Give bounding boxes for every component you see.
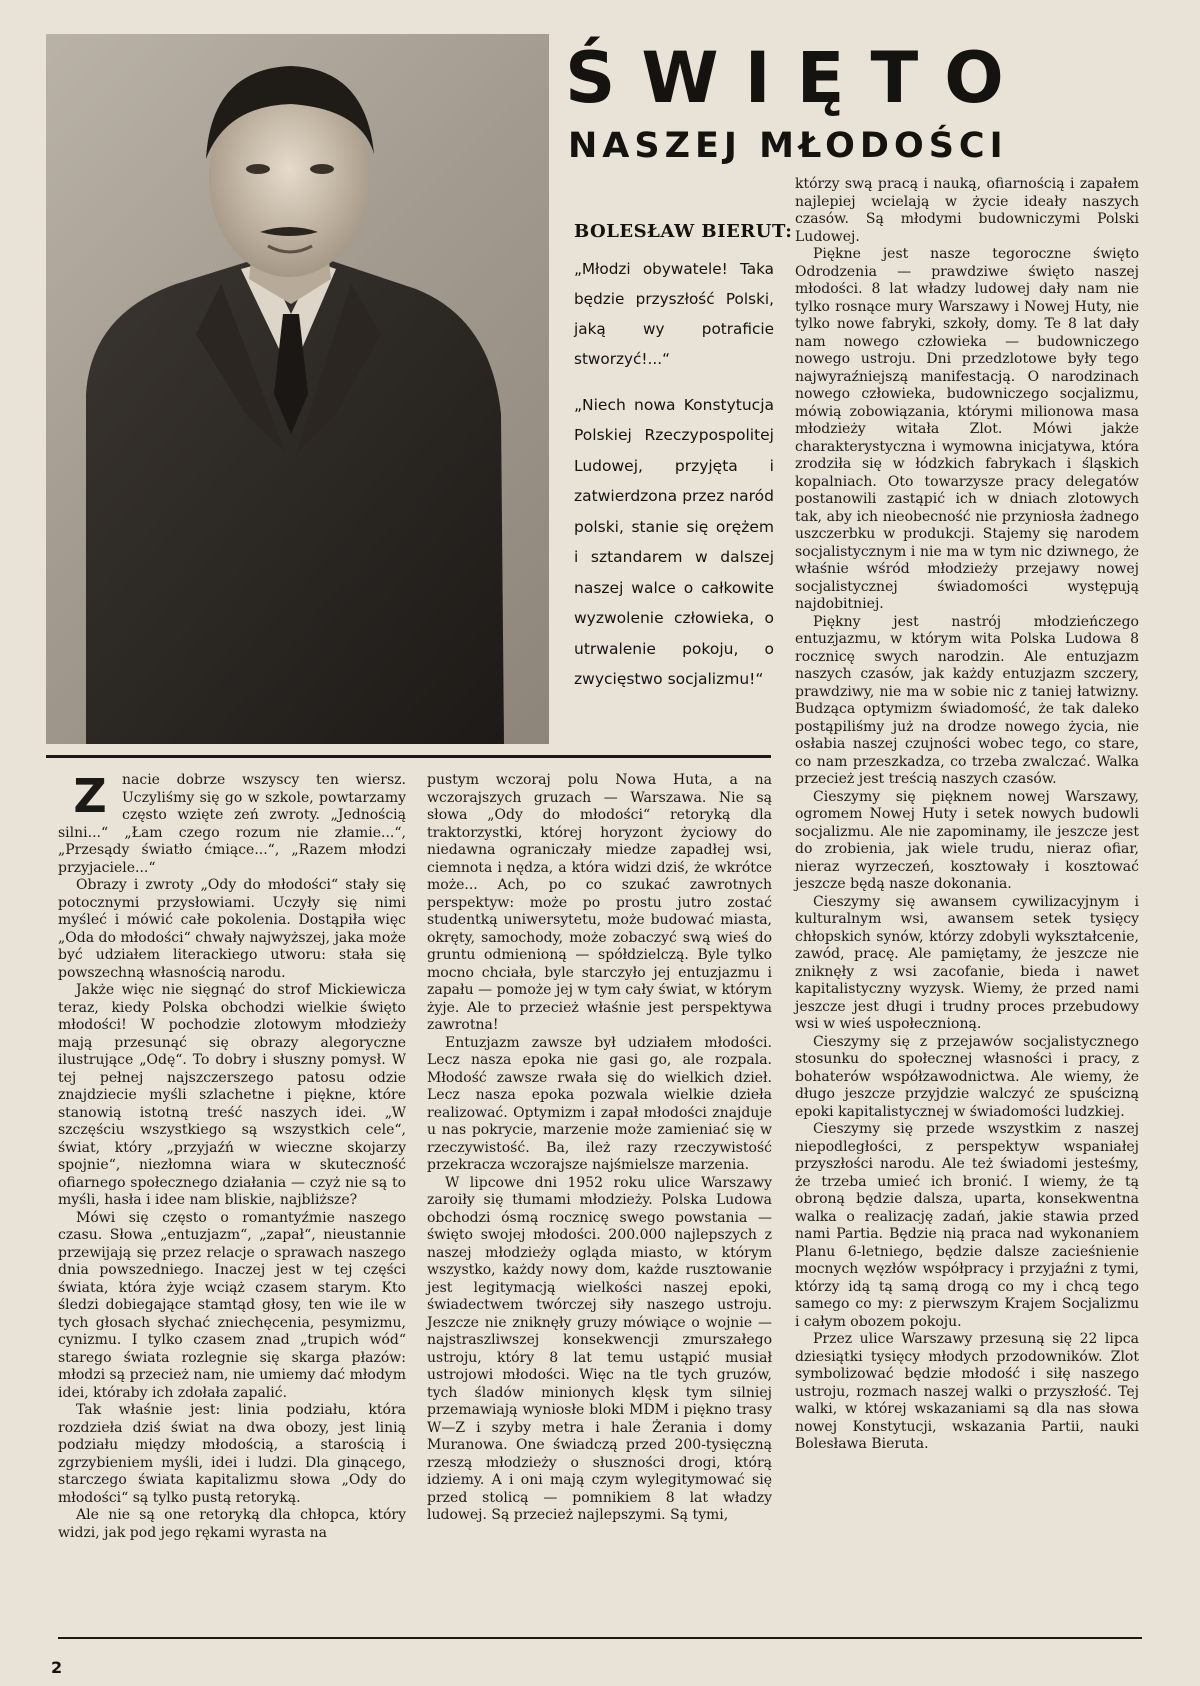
page-number: 2 [51,1658,63,1677]
quote-author: BOLESŁAW BIERUT: [574,221,793,242]
paragraph: Jakże więc nie sięgnąć do strof Mickiewicza teraz, kiedy Polska obchodzi wielkie święto młodości! W pochodzie zlotowym młodzieży mają przesunąć się obrazy alegoryczne ilustrujące „Odę“. To dobry i słuszny pomysł. W tej pełnej najszczerszego patosu odzie znajdziecie myśli szlachetne i piękne, które stanowią istotną treść naszych idei. „W szczęściu wszystkiego są wszystkich cele“, świat, który „przyjaźń w wieczne skojarzy spojnie“, niezłomna wiara w skuteczność ofiarnego społecznego działania — czyż nie są to myśli, hasła i idee nam bliskie, najbliższe? [58,982,406,1208]
article-title: ŚWIĘTO [565,37,1030,119]
paragraph: Cieszymy się z przejawów socjalistycznego stosunku do społecznej własności i pracy, z bohaterów współzawodnictwa. Ale wiemy, że długo jeszcze przyjdzie walczyć ze spuścizną epoki kapitalistycznej w świadomości ludzkiej. [795,1033,1139,1120]
paragraph: Entuzjazm zawsze był udziałem młodości. Lecz nasza epoka nie gasi go, ale rozpala. Młodość zawsze rwała się do wielkich dzieł. Lecz nasza epoka pozwala wielkie dzieła realizować. Optymizm i zapał młodości znajduje u nas pokrycie, marzenie może zamieniać się w rzeczywistość. Ba, ileż razy rzeczywistość przekracza wczorajsze najśmielsze marzenia. [427,1034,772,1173]
paragraph: Tak właśnie jest: linia podziału, która rozdzieła dziś świat na dwa obozy, jest linią podziału między młodością, a starością i zgrzybieniem myśli, idei i ludzi. Dla ginącego, starczego świata kapitalizmu słowa „Ody do młodości“ są tylko pustą retoryką. [58,1402,406,1506]
section-divider [46,755,771,758]
paragraph: Cieszymy się przede wszystkim z naszej niepodległości, z perspektyw wspaniałej przyszłości narodu. Ale też świadomi jesteśmy, że trzeba umieć ich bronić. I wiemy, że tą obroną będzie dalsza, uparta, konsekwentna walka o realizację zadań, jakie stawia przed nami Partia. Będzie nią praca nad wykonaniem Planu 6-letniego, będzie dalsze zacieśnienie mocnych węzłów współpracy i przyjaźni z tymi, którzy idą tą samą drogą co my i chcą tego samego co my: z pierwszym Krajem Socjalizmu i całym obozem pokoju. [795,1121,1139,1330]
paragraph: Piękne jest nasze tegoroczne święto Odrodzenia — prawdziwe święto naszej młodości. 8 lat władzy ludowej dały nam nie tylko rosnące mury Warszawy i Nowej Huty, nie tylko nowe fabryki, szkoły, domy. Te 8 lat dały nam nowego człowieka — budowniczego nowego ustroju. Dni przedzlotowe były tego najwyraźniejszą manifestacją. O narodzinach nowego człowieka, budowniczego socjalizmu, mówią zobowiązania, którymi milionowa masa młodzieży witała Zlot. Mówi jakże charakterystyczna i wymowna inicjatywa, która zrodziła się w łódzkich fabrykach i śląskich kopalniach. Oto towarzysze pracy delegatów postanowili zastąpić ich w dniach zlotowych tak, aby ich nieobecność nie przyniosła żadnego uszczerbku w produkcji. Stajemy się narodem socjalistycznym i nie ma w tym nic dziwnego, że właśnie wśród młodzieży przejawy nowej socjalistycznej świadomości występują najdobitniej. [795,246,1139,612]
paragraph: Obrazy i zwroty „Ody do młodości“ stały się potocznymi przysłowiami. Uczyły się nimi myśleć i mówić całe pokolenia. Dostąpiła więc „Oda do młodości“ chwały najwyższej, jaka może być udziałem literackiego utworu: stała się powszechną własnością narodu. [58,877,406,981]
paragraph: Piękny jest nastrój młodzieńczego entuzjazmu, w którym wita Polska Ludowa 8 rocznicę swych narodzin. Ale entuzjazm naszych czasów, jak każdy entuzjazm szczery, prawdziwy, nie ma w sobie nic z taniej łatwizny. Budząca optymizm świadomość, że tak daleko postąpiliśmy już na drodze nowego życia, nie osłabia naszej czujności wobec tego, co stare, co nam przeszkadza, co trzeba zwalczać. Walka przecież jest treścią naszych czasów. [795,613,1139,787]
paragraph: Przez ulice Warszawy przesuną się 22 lipca dziesiątki tysięcy młodych przodowników. Zlot symbolizować będzie młodość i siłę naszego ustroju, rozmach naszej walki o przyszłość. Tej walki, w której wskazaniami są dla nas słowa nowej Konstytucji, wskazania Partii, nauki Bolesława Bieruta. [795,1331,1139,1452]
article-subtitle: NASZEJ MŁODOŚCI [568,126,1008,166]
paragraph: Mówi się często o romantyźmie naszego czasu. Słowa „entuzjazm“, „zapał“, nieustannie przewijają się przez relacje o sprawach naszego dnia powszedniego. Inaczej jest w tej części świata, która żyje wciąż czasem starym. Kto śledzi dobiegające stamtąd głosy, ten wie ile w tych głosach słychać zniechęcenia, pesymizmu, cynizmu. I tylko czasem znad „trupich wód“ starego świata rozlegnie się skarga płazów: młodzi są przecież nam, nie umiemy dać młodym idei, któraby ich zdołała zapalić. [58,1209,406,1401]
lead-quote-2: „Niech nowa Konstytucja Polskiej Rzeczypospolitej Ludowej, przyjęta i zatwierdzona przez naród polski, stanie się orężem i sztandarem w dalszej naszej walce o całkowite wyzwolenie człowieka, o utrwalenie pokoju, o zwycięstwo socjalizmu!“ [574,396,774,689]
portrait-illustration [46,34,549,744]
paragraph: W lipcowe dni 1952 roku ulice Warszawy zaroiły się tłumami młodzieży. Polska Ludowa obchodzi ósmą rocznicę swego powstania — święto swojej młodości. 200.000 najlepszych z naszej młodzieży ogląda miasto, w którym wszystko, każdy nowy dom, każde rusztowanie jest legitymacją wielkości naszej epoki, świadectwem twórczej siły naszego ustroju. Jeszcze nie zniknęły gruzy mówiące o wojnie — najstraszliwszej konsekwencji zmurszałego ustroju, który 8 lat temu ustąpić musiał ustrojowi młodości. Więc na tle tych gruzów, tych śladów minionych klęsk tym silniej przemawiają wyniosłe bloki MDM i piękno trasy W—Z i szyby metra i hale Żerania i domy Muranowa. One świadczą przed 200-tysięczną rzeszą młodzieży o słuszności drogi, którą idziemy. A i oni mają czym wylegitymować się przed stolicą — pomnikiem 8 lat władzy ludowej. Są przecież najlepszymi. Są tymi, [427,1174,772,1523]
paragraph: nacie dobrze wszyscy ten wiersz. Uczyliśmy się go w szkole, powtarzamy często wzięte zeń zwroty. „Jednością silni...“ „Łam czego rozum nie złamie...“, „Przesądy światło ćmiące...“, „Razem młodzi przyjaciele...“ [58,772,406,876]
lead-quote-1: „Młodzi obywatele! Taka będzie przyszłość Polski, jaką wy potraficie stworzyć!...“ [574,260,774,368]
article-column-1 [58,769,406,1634]
paragraph: Cieszymy się pięknem nowej Warszawy, ogromem Nowej Huty i setek nowych budowli socjalizmu. Ale nie zapominamy, ile jeszcze jest do zrobienia, jak wiele trudu, nieraz ofiar, nieraz wyrzeczeń, kosztowały i kosztować jeszcze będą nasze dokonania. [795,788,1139,892]
paragraph: pustym wczoraj polu Nowa Huta, a na wczorajszych gruzach — Warszawa. Nie są słowa „Ody do młodości“ retoryką dla traktorzystki, której horyzont życiowy do niedawna ograniczały miedze zapadłej wsi, ciemnota i nędza, a która widzi dziś, że wkrótce może... Ach, po co szukać zawrotnych perspektyw: może po prostu jutro zostać studentką uniwersytetu, może budować miasta, okręty, samochody, może zobaczyć swą wieś do gruntu odmienioną — spółdzielczą. Byle tylko mocno chciała, byle starczyło jej entuzjazmu i zapału — pomoże jej w tym cały świat, w którym żyje. Ale to przecież właśnie jest perspektywa zawrotna! [427,772,772,1033]
paragraph: którzy swą pracą i nauką, ofiarnością i zapałem najlepiej wcielają w życie ideały naszych czasów. Są młodymi budowniczymi Polski Ludowej. [795,176,1139,245]
drop-cap: Z [73,769,107,823]
portrait-photo [46,34,549,744]
paragraph: Cieszymy się awansem cywilizacyjnym i kulturalnym wsi, awansem setek tysięcy chłopskich synów, którzy zdobyli wykształcenie, zawód, pracę. Ale pamiętamy, że jeszcze nie zniknęły z wsi zacofanie, bieda i nawet kapitalistyczny wyzysk. Wiemy, że przed nami jeszcze jest długi i trudny proces przebudowy wsi w wieś uspołecznioną. [795,893,1139,1032]
article-column-2 [427,772,772,1634]
article-column-3 [795,176,1139,1636]
paragraph: Ale nie są one retoryką dla chłopca, który widzi, jak pod jego rękami wyrasta na [58,1507,406,1541]
footer-divider [58,1637,1142,1639]
